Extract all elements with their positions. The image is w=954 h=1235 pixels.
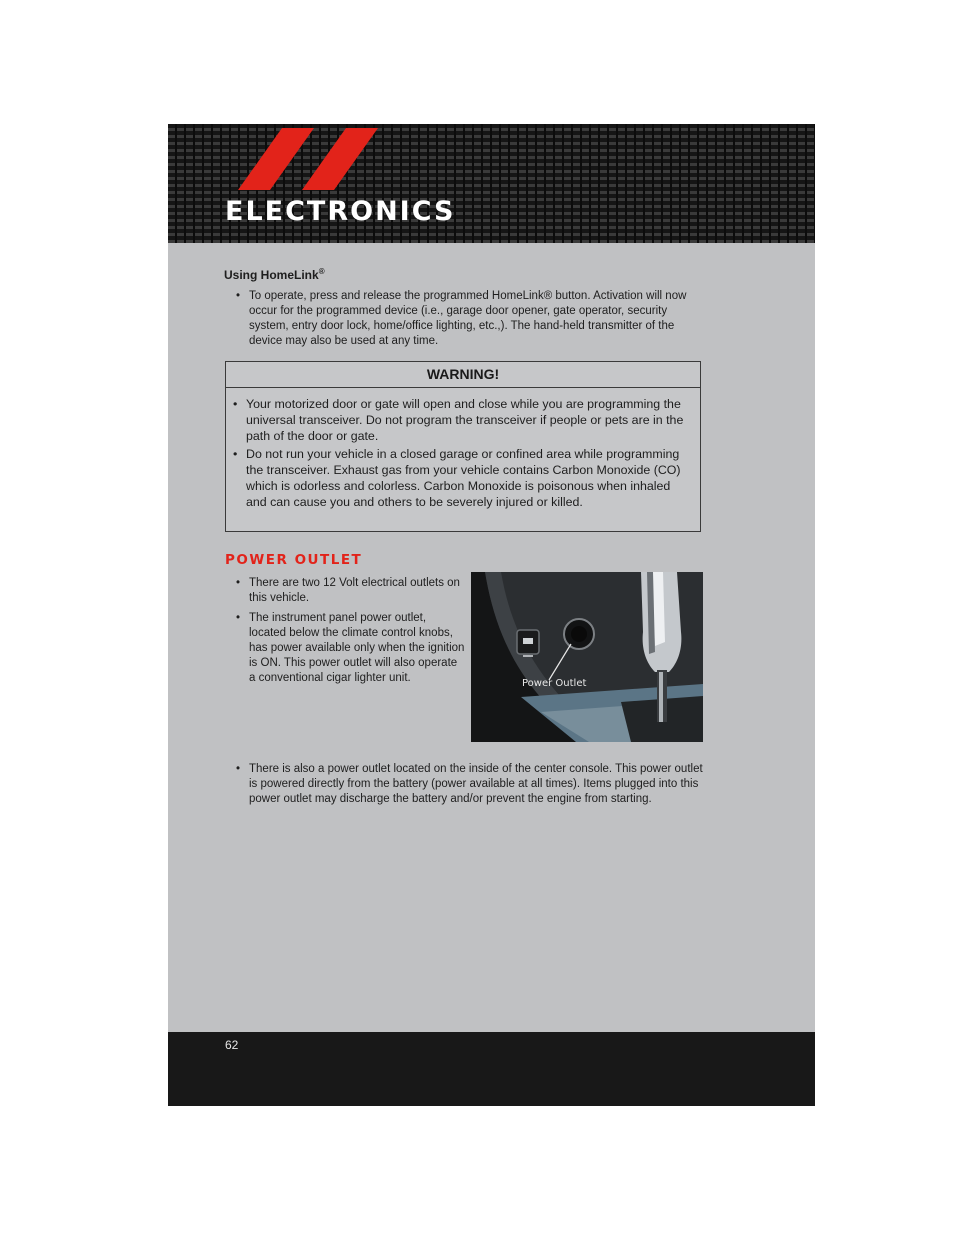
manual-page	[168, 124, 815, 1106]
center-console-illustration	[471, 572, 703, 742]
list-item: • There are two 12 Volt electrical outlets on this vehicle.	[236, 576, 465, 606]
power-outlet-list	[236, 576, 465, 691]
section-title: ELECTRONICS	[225, 196, 456, 227]
homelink-heading	[224, 267, 325, 282]
homelink-heading-text: Using HomeLink	[224, 268, 319, 282]
warning-box	[225, 361, 701, 532]
list-item: • To operate, press and release the programmed HomeLink® button. Activation will now occur for the programmed device (i.e., garage door opener, gate operator, security system, entry door lock, home/office lighting, etc.,). The hand-held transmitter of the device may also be used at any time.	[236, 289, 691, 349]
power-outlet-heading: POWER OUTLET	[225, 552, 363, 568]
homelink-list	[236, 289, 691, 354]
section-header	[168, 124, 815, 243]
list-item: • Do not run your vehicle in a closed garage or confined area while programming the transceiver. Exhaust gas from your vehicle contains Carbon Monoxide (CO) which is odorless and colorless. Carbon Monoxide is poisonous when inhaled and can cause you and others to be severely injured or killed.	[233, 446, 693, 510]
console-outlet-list	[236, 762, 706, 812]
list-item: • The instrument panel power outlet, located below the climate control knobs, has power available only when the ignition is ON. This power outlet will also operate a conventional cigar lighter unit.	[236, 611, 465, 686]
registered-mark: ®	[318, 267, 325, 276]
page-footer	[168, 1032, 815, 1106]
list-item: • Your motorized door or gate will open and close while you are programming the universal transceiver. Do not program the transceiver if people or pets are in the path of the door or gate.	[233, 396, 693, 444]
warning-list	[233, 396, 693, 512]
brand-stripes-logo	[238, 128, 388, 190]
page-number: 62	[225, 1038, 239, 1052]
warning-title: WARNING!	[226, 362, 700, 388]
list-item: • There is also a power outlet located on the inside of the center console. This power outlet is powered directly from the battery (power available at all times). Items plugged into this power outlet may discharge the battery and/or prevent the engine from starting.	[236, 762, 706, 807]
photo-caption: Power Outlet	[522, 678, 587, 689]
power-outlet-photo	[471, 572, 703, 742]
